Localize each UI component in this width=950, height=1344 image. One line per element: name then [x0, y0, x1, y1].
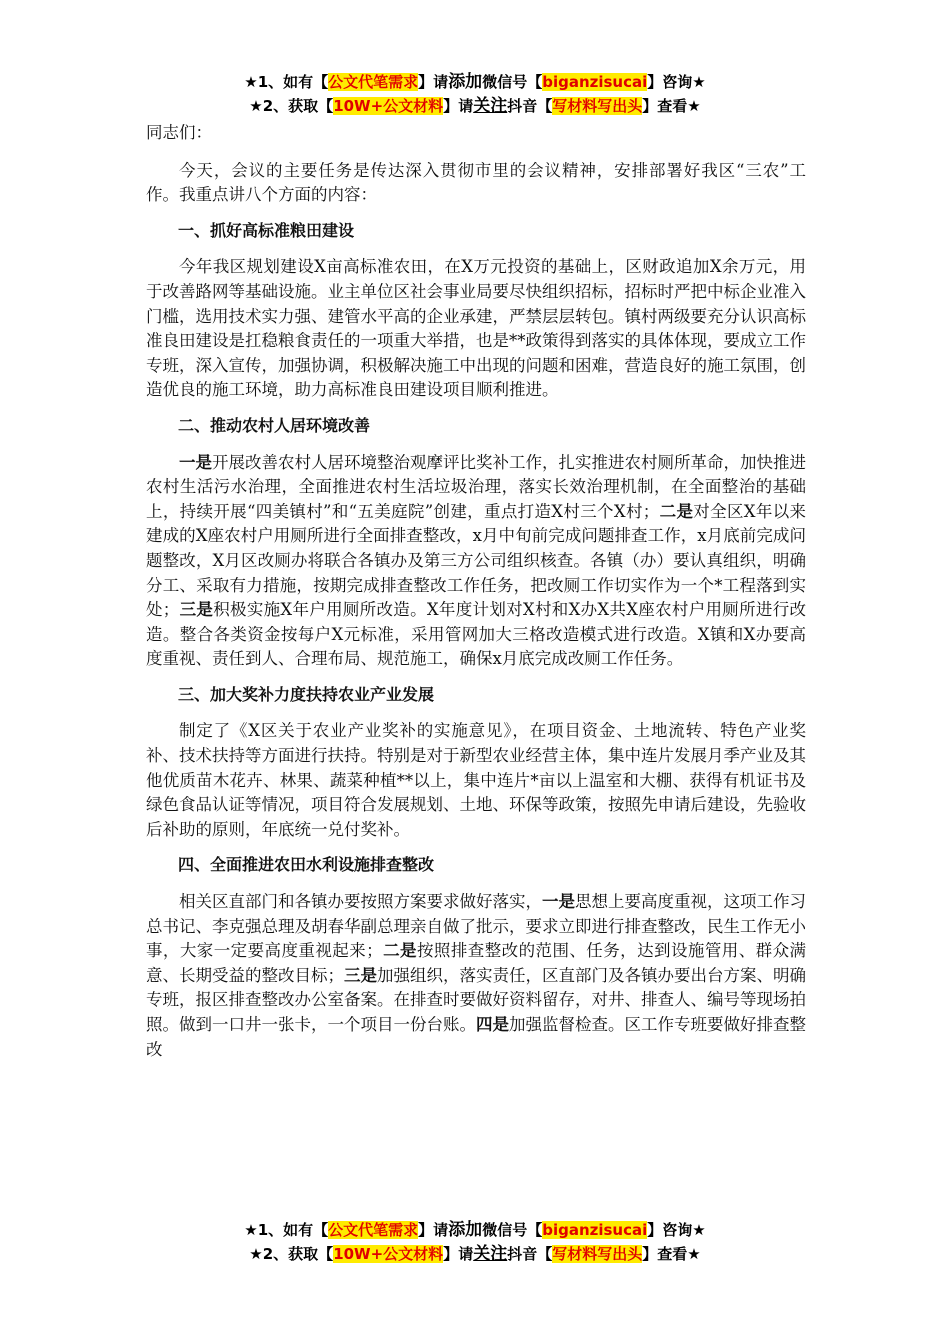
- banner-text: 添加: [448, 72, 483, 92]
- paragraph-text: 相关区直部门和各镇办要按照方案要求做好落实，: [179, 892, 542, 912]
- top-banner: [0, 70, 950, 118]
- banner-highlight: 写材料写出头: [552, 1245, 643, 1263]
- section-1-paragraph: 今年我区规划建设X亩高标准农田，在X万元投资的基础上，区财政追加X余万元，用于改善路网等基础设施。业主单位区社会事业局要尽快组织招标，招标时严把中标企业准入门槛，选用技术实力强、建管水平高的企业承建，严禁层层转包。镇村两级要充分认识高标准良田建设是扛稳粮食责任的一项重大举措，也是**政策得到落实的具体体现，要成立工作专班，深入宣传，加强协调，积极解决施工中出现的问题和困难，营造良好的施工氛围，创造优良的施工环境，助力高标准良田建设项目顺利推进。: [146, 257, 806, 400]
- banner-text: 】查看★: [642, 97, 701, 115]
- paragraph-text: 开展改善农村人居环境整治观摩评比奖补工作，扎实推进农村厕所革命，加快推进农村生活污水治理，全面推进农村生活垃圾治理，落实长效治理机制，在全面整治的基础上，持续开展“四美镇村”和“五美庭院”创建，重点打造X村三个X村；: [146, 452, 806, 521]
- paragraph-text: 加强监督检查。区工作专班要做好排查整改: [146, 1015, 806, 1059]
- bold-marker: 一是: [542, 892, 575, 912]
- section-heading-2: 二、推动农村人居环境改善: [178, 415, 371, 435]
- banner-highlight: 10W+公文材料: [333, 97, 444, 115]
- section-2-paragraph: [146, 451, 806, 672]
- section-3-paragraph: 制定了《X区关于农业产业奖补的实施意见》，在项目资金、土地流转、特色产业奖补、技术扶持等方面进行扶持。特别是对于新型农业经营主体，集中连片发展月季产业及其他优质苗木花卉、林果、蔬菜种植**以上，集中连片*亩以上温室和大棚、获得有机证书及绿色食品认证等情况，项目符合发展规划、土地、环保等政策，按照先申请后建设，先验收后补助的原则，年底统一兑付奖补。: [146, 721, 806, 839]
- bold-marker: 一是: [179, 452, 212, 472]
- banner-text: 】请: [443, 1245, 474, 1263]
- paragraph-text: 对全区X年以来建成的X座农村户用厕所进行全面排查整改，x月中旬前完成问题排查工作，x月底前完成问题整改，X月区改厕办将联合各镇办及第三方公司组织核查。各镇（办）要认真组织，明确分工、采取有力措施，按期完成排查整改工作任务，把改厕工作切实作为一个*工程落到实处；: [146, 501, 807, 620]
- section-heading-3: 三、加大奖补力度扶持农业产业发展: [178, 684, 435, 704]
- paragraph-text: 按照排查整改的范围、任务，达到设施管用、群众满意、长期受益的整改目标；: [146, 941, 807, 985]
- banner-text: 】请: [443, 97, 474, 115]
- banner-line-2: [0, 1242, 950, 1266]
- section-4-paragraph: [146, 890, 806, 1062]
- banner-text: 抖音【: [507, 1245, 553, 1263]
- banner-text: 】请: [418, 1221, 449, 1239]
- banner-wechat-id: biganzisucai: [542, 1221, 648, 1239]
- bottom-banner: [0, 1218, 950, 1266]
- banner-text: ★1、如有【: [244, 73, 329, 91]
- bold-marker: 三是: [344, 965, 377, 985]
- banner-text: 关注: [473, 96, 508, 116]
- banner-text: 关注: [473, 1244, 508, 1264]
- paragraph-text: 积极实施X年户用厕所改造。X年度计划对X村和X办X共X座农村户用厕所进行改造。整合各类资金按每户X元标准，采用管网加大三格改造模式进行改造。X镇和X办要高度重视、责任到人、合理布局、规范施工，确保x月底完成改厕工作任务。: [146, 600, 807, 669]
- banner-highlight: 公文代笔需求: [328, 1221, 419, 1239]
- banner-text: 】咨询★: [647, 1221, 706, 1239]
- banner-line-1: [0, 1218, 950, 1242]
- bold-marker: 二是: [382, 941, 417, 961]
- banner-highlight: 公文代笔需求: [328, 73, 419, 91]
- banner-text: 】请: [418, 73, 449, 91]
- banner-text: ★1、如有【: [244, 1221, 329, 1239]
- banner-text: 微信号【: [482, 73, 543, 91]
- bold-marker: 二是: [659, 501, 694, 521]
- banner-text: ★2、获取【: [249, 1245, 334, 1263]
- intro-paragraph: 今天，会议的主要任务是传达深入贯彻市里的会议精神，安排部署好我区“三农”工作。我重点讲八个方面的内容：: [146, 160, 806, 205]
- section-heading-1: 一、抓好高标准粮田建设: [178, 220, 355, 240]
- banner-text: 抖音【: [507, 97, 553, 115]
- banner-text: ★2、获取【: [249, 97, 334, 115]
- document-body: [146, 121, 806, 1062]
- paragraph-text: 思想上要高度重视，这项工作习总书记、李克强总理及胡春华副总理亲自做了批示，要求立即进行排查整改，民生工作无小事，大家一定要高度重视起来；: [146, 892, 806, 961]
- banner-text: 添加: [448, 1220, 483, 1240]
- bold-marker: 四是: [476, 1015, 509, 1034]
- greeting: 同志们：: [146, 123, 212, 142]
- banner-wechat-id: biganzisucai: [542, 73, 648, 91]
- section-heading-4: 四、全面推进农田水利设施排查整改: [178, 855, 435, 875]
- banner-highlight: 10W+公文材料: [333, 1245, 444, 1263]
- bold-marker: 三是: [179, 600, 214, 620]
- banner-text: 】查看★: [642, 1245, 701, 1263]
- paragraph-text: 加强组织，落实责任，区直部门及各镇办要出台方案、明确专班，报区排查整改办公室备案。在排查时要做好资料留存，对井、排查人、编号等现场拍照。做到一口井一张卡，一个项目一份台账。: [146, 965, 806, 1034]
- banner-text: 微信号【: [482, 1221, 543, 1239]
- banner-line-2: [0, 94, 950, 118]
- banner-highlight: 写材料写出头: [552, 97, 643, 115]
- banner-text: 】咨询★: [647, 73, 706, 91]
- banner-line-1: [0, 70, 950, 94]
